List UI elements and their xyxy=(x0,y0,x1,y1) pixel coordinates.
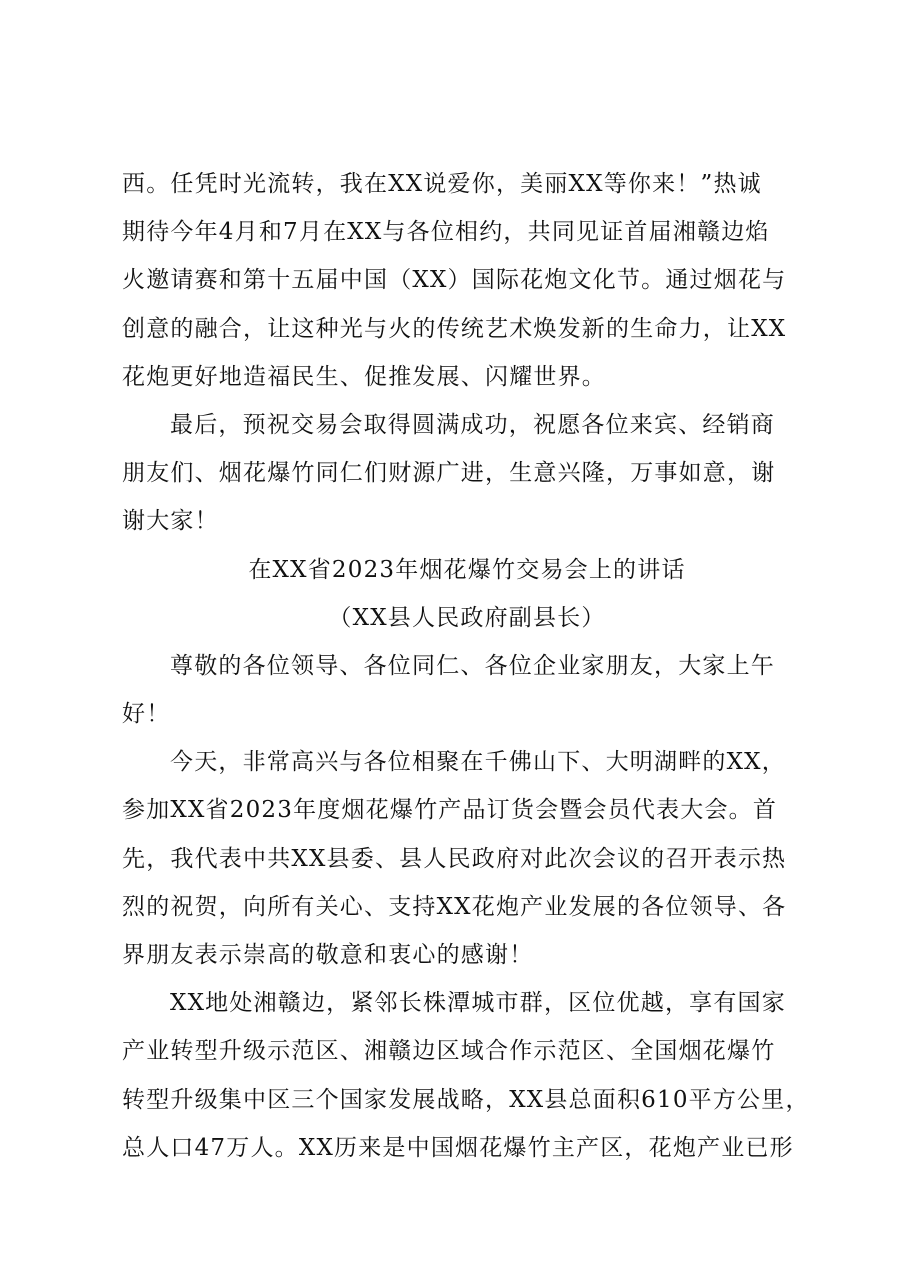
text-line: 参加XX省2023年度烟花爆竹产品订货会暨会员代表大会。首 xyxy=(122,797,778,824)
speech-title: 在XX省2023年烟花爆竹交易会上的讲话 xyxy=(248,556,686,583)
text-line: 界朋友表示崇高的敬意和衷心的感谢！ xyxy=(122,942,534,968)
text-line: 期待今年4月和7月在XX与各位相约，共同见证首届湘赣边焰 xyxy=(122,219,770,246)
text-line: 火邀请赛和第十五届中国（XX）国际花炮文化节。通过烟花与 xyxy=(122,267,787,294)
text-line: 谢大家！ xyxy=(122,508,219,535)
text-line: 烈的祝贺，向所有关心、支持XX花炮产业发展的各位领导、各 xyxy=(122,893,787,920)
paragraph-first-line: 尊敬的各位领导、各位同仁、各位企业家朋友，大家上午 xyxy=(170,652,775,679)
text-line: 转型升级集中区三个国家发展战略，XX县总面积610平方公里， xyxy=(122,1086,810,1113)
paragraph-first-line: 最后，预祝交易会取得圆满成功，祝愿各位来宾、经销商 xyxy=(170,411,775,438)
paragraph-first-line: XX地处湘赣边，紧邻长株潭城市群，区位优越，享有国家 xyxy=(170,990,786,1017)
text-line: 花炮更好地造福民生、促推发展、闪耀世界。 xyxy=(122,363,606,390)
text-line: 朋友们、烟花爆竹同仁们财源广进，生意兴隆，万事如意，谢 xyxy=(122,460,776,487)
text-line: 好！ xyxy=(122,701,171,728)
speaker-subtitle: （XX县人民政府副县长） xyxy=(328,604,606,631)
text-line: 创意的融合，让这种光与火的传统艺术焕发新的生命力，让XX xyxy=(122,315,787,342)
text-line: 西。任凭时光流转，我在XX说爱你，美丽XX等你来！”热诚 xyxy=(122,171,762,197)
text-line: 产业转型升级示范区、湘赣边区域合作示范区、全国烟花爆竹 xyxy=(122,1038,776,1065)
document-body xyxy=(122,160,812,1172)
paragraph-first-line: 今天，非常高兴与各位相聚在千佛山下、大明湖畔的XX， xyxy=(170,749,786,776)
text-line: 先，我代表中共XX县委、县人民政府对此次会议的召开表示热 xyxy=(122,845,787,872)
text-line: 总人口47万人。XX历来是中国烟花爆竹主产区，花炮产业已形 xyxy=(122,1134,794,1161)
